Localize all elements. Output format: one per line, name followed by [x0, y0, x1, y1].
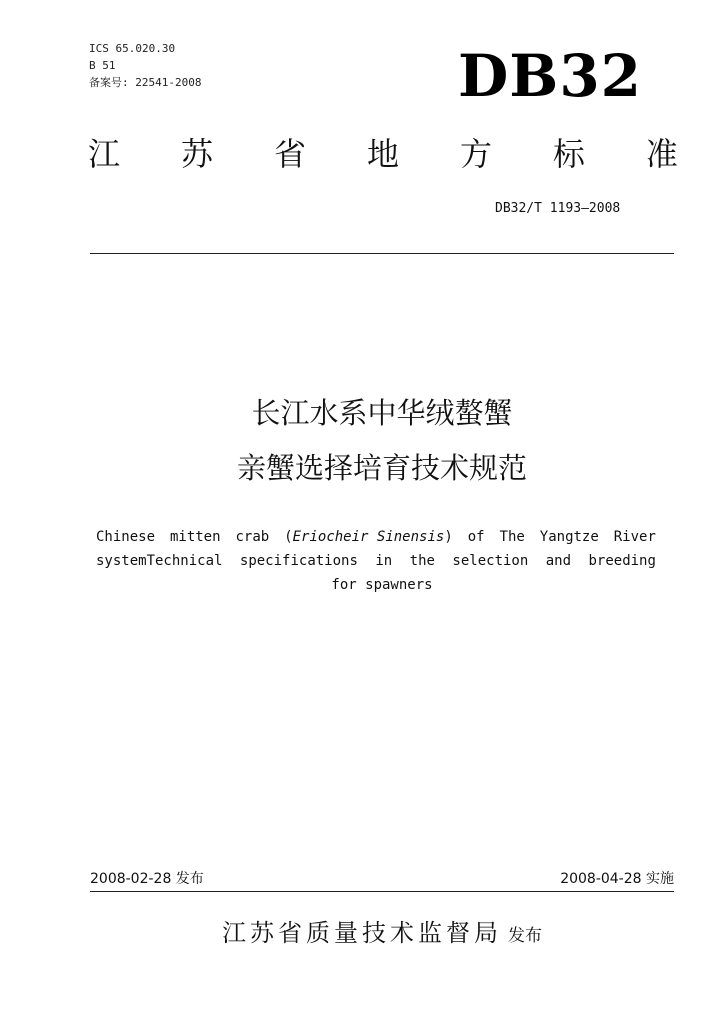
title-en-scientific-name: (Eriocheir Sinensis) — [284, 529, 453, 545]
ccs-code: B 51 — [89, 59, 116, 72]
title-en-word: The — [499, 529, 525, 545]
issue-date: 2008-02-28 发布 — [90, 871, 204, 887]
issue-verb: 发布 — [508, 926, 542, 946]
issuer-line — [90, 913, 674, 948]
category-char: 方 — [459, 135, 492, 173]
category-char: 苏 — [180, 135, 213, 173]
title-en-word: selection — [452, 553, 529, 569]
top-divider — [90, 253, 674, 254]
title-en-word: and — [545, 553, 572, 569]
title-zh-line2: 亲蟹选择培育技术规范 — [236, 451, 527, 485]
title-en-word: of — [467, 529, 485, 545]
record-number: 备案号: 22541-2008 — [89, 76, 202, 89]
standard-number: DB32/T 1193—2008 — [495, 201, 621, 216]
scan-noise — [0, 0, 724, 6]
date-row — [90, 869, 674, 889]
classification-block — [89, 40, 201, 91]
effective-date: 2008-04-28 实施 — [560, 871, 674, 887]
title-en-word: Chinese — [96, 529, 156, 545]
title-en-line2 — [96, 549, 656, 573]
category-char: 省 — [273, 135, 306, 173]
ics-code: ICS 65.020.30 — [89, 42, 176, 55]
title-en-word: Yangtze — [539, 529, 599, 545]
title-en-word: the — [409, 553, 435, 569]
title-en-word: breeding — [588, 553, 656, 569]
title-en-word: systemTechnical — [96, 553, 223, 569]
issuing-authority: 江苏省质量技术监督局 — [222, 919, 502, 947]
title-en-word: River — [613, 529, 656, 545]
bottom-divider — [90, 891, 674, 892]
category-char: 江 — [88, 135, 121, 173]
title-en-word: crab — [235, 529, 270, 545]
title-en-line1 — [96, 525, 656, 549]
title-zh-line1: 长江水系中华绒螯蟹 — [251, 396, 513, 430]
category-char: 标 — [552, 135, 585, 173]
title-en-line3: for spawners — [331, 577, 433, 593]
title-en-word: specifications — [239, 553, 358, 569]
title-en-word: in — [375, 553, 393, 569]
category-char: 准 — [645, 135, 678, 173]
title-en-word: mitten — [169, 529, 221, 545]
db-code-mark: DB32 — [458, 42, 643, 110]
standard-category — [88, 134, 678, 174]
category-char: 地 — [366, 135, 399, 173]
